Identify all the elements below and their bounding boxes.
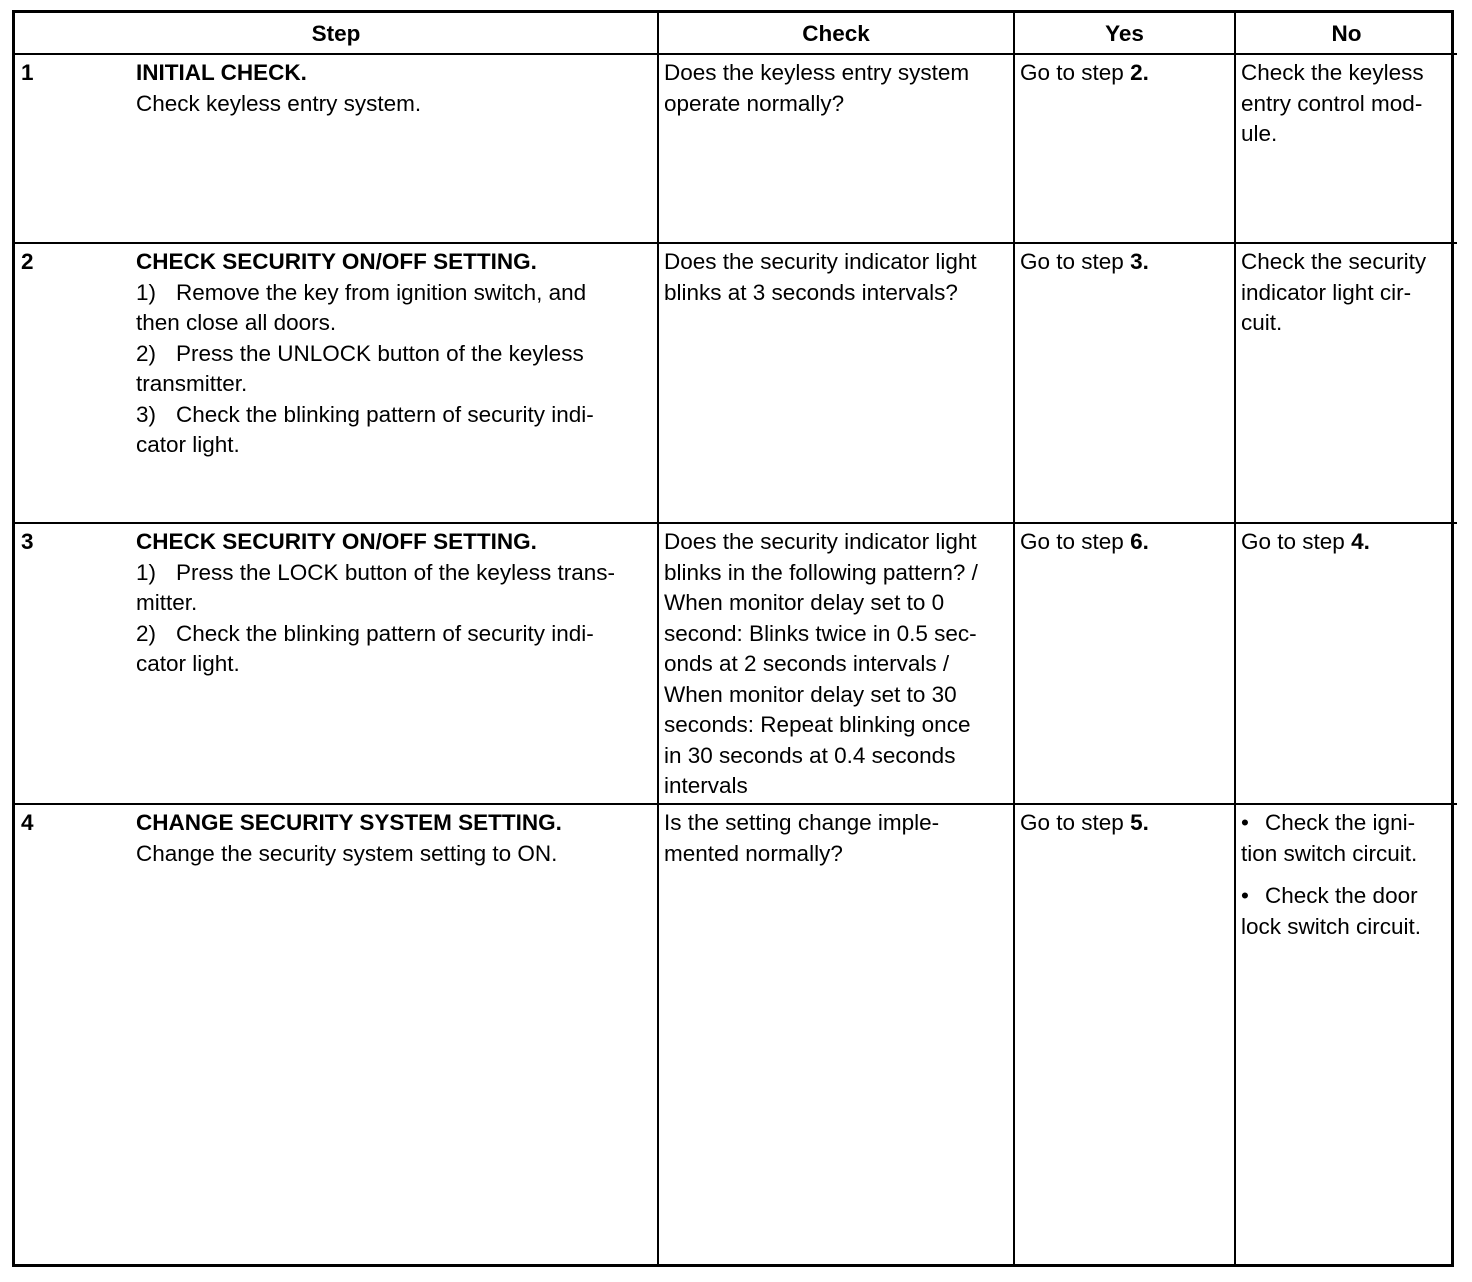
check-text: Does the keyless entry system [664, 60, 970, 85]
substep-text: Press the LOCK button of the keyless trans- [176, 559, 615, 585]
check-text: blinks at 3 seconds intervals? [664, 279, 958, 305]
bullet-item [1241, 881, 1453, 942]
step-cell [15, 243, 658, 523]
check-text: mented normally? [664, 840, 843, 866]
step-cell [15, 523, 658, 804]
diagnostic-table-frame [12, 10, 1454, 1267]
check-text: operate normally? [664, 90, 845, 116]
step-text: Check keyless entry system. [136, 90, 422, 116]
substep-text: Press the UNLOCK button of the keyless [176, 340, 584, 366]
yes-step-number: 3 [1130, 249, 1143, 274]
yes-text: Go to step [1020, 249, 1131, 274]
substep-text: Check the blinking pattern of security indi- [176, 401, 594, 427]
header-step: Step [15, 13, 658, 54]
check-text: intervals [664, 773, 748, 798]
substep-text: then close all doors. [136, 310, 337, 335]
check-text: blinks in the following pattern? / [664, 559, 978, 585]
check-text: Does the security indicator light [664, 529, 977, 554]
step-title: CHECK SECURITY ON/OFF SETTING. [136, 529, 537, 554]
step-body [136, 58, 651, 119]
step-number: 1 [21, 60, 34, 85]
check-cell [658, 804, 1014, 1264]
substep-number: 1) [136, 279, 157, 305]
no-step-number: 4 [1351, 529, 1364, 554]
yes-step-number: 5 [1130, 810, 1143, 835]
diagnostic-table [15, 13, 1457, 1264]
table-row [15, 54, 1457, 243]
check-text: When monitor delay set to 30 [664, 681, 957, 707]
table-row [15, 523, 1457, 804]
check-cell [658, 523, 1014, 804]
no-cell [1235, 804, 1457, 1264]
substep-number: 2) [136, 340, 157, 366]
yes-cell [1014, 804, 1235, 1264]
step-cell [15, 804, 658, 1264]
substep [136, 400, 651, 431]
check-cell [658, 243, 1014, 523]
yes-cell [1014, 54, 1235, 243]
yes-text: Go to step [1020, 60, 1131, 85]
substep [136, 339, 651, 370]
no-text: Go to step [1241, 529, 1352, 554]
step-title: CHECK SECURITY ON/OFF SETTING. [136, 249, 537, 274]
no-text: indicator light cir- [1241, 279, 1412, 305]
yes-cell [1014, 243, 1235, 523]
yes-period: . [1142, 249, 1149, 274]
header-yes: Yes [1014, 13, 1235, 54]
no-cell [1235, 523, 1457, 804]
header-row [15, 13, 1457, 54]
check-text: Does the security indicator light [664, 249, 977, 274]
check-text: Is the setting change imple- [664, 810, 940, 835]
step-number: 3 [21, 529, 34, 554]
header-check: Check [658, 13, 1014, 54]
check-text: When monitor delay set to 0 [664, 590, 945, 615]
yes-text: Go to step [1020, 810, 1131, 835]
step-body [136, 808, 651, 869]
check-text: onds at 2 seconds intervals / [664, 651, 950, 676]
step-text: Change the security system setting to ON. [136, 840, 558, 866]
bullet-item [1241, 808, 1453, 869]
substep-text: cator light. [136, 432, 240, 457]
yes-text: Go to step [1020, 529, 1131, 554]
substep-text: mitter. [136, 590, 198, 615]
step-number: 4 [21, 810, 34, 835]
yes-step-number: 2 [1130, 60, 1143, 85]
check-text: second: Blinks twice in 0.5 sec- [664, 620, 977, 646]
no-text: lock switch circuit. [1241, 913, 1422, 939]
no-text: ule. [1241, 121, 1278, 146]
yes-period: . [1142, 810, 1149, 835]
substep-text: cator light. [136, 651, 240, 676]
bullet-icon: • [1241, 883, 1249, 908]
step-title: INITIAL CHECK. [136, 60, 307, 85]
table-row [15, 804, 1457, 1264]
substep-number: 2) [136, 620, 157, 646]
substep-number: 1) [136, 559, 157, 585]
substep-text: Remove the key from ignition switch, and [176, 279, 587, 305]
no-text: Check the security [1241, 249, 1427, 274]
no-text: Check the door [1265, 883, 1418, 908]
substep-text: transmitter. [136, 371, 248, 396]
substep-number: 3) [136, 401, 157, 427]
check-text: seconds: Repeat blinking once [664, 712, 971, 737]
substep-text: Check the blinking pattern of security indi- [176, 620, 594, 646]
no-period: . [1363, 529, 1370, 554]
step-title: CHANGE SECURITY SYSTEM SETTING. [136, 810, 562, 835]
step-number: 2 [21, 249, 34, 274]
substep [136, 619, 651, 650]
no-text: cuit. [1241, 310, 1283, 335]
yes-period: . [1142, 529, 1149, 554]
no-cell [1235, 54, 1457, 243]
yes-cell [1014, 523, 1235, 804]
step-body [136, 527, 651, 680]
no-text: tion switch circuit. [1241, 840, 1418, 866]
step-body [136, 247, 651, 461]
yes-step-number: 6 [1130, 529, 1143, 554]
substep [136, 278, 651, 309]
substep [136, 558, 651, 589]
no-cell [1235, 243, 1457, 523]
bullet-icon: • [1241, 810, 1249, 835]
no-text: Check the keyless [1241, 60, 1424, 85]
no-text: entry control mod- [1241, 90, 1423, 116]
table-row [15, 243, 1457, 523]
header-no: No [1235, 13, 1457, 54]
check-cell [658, 54, 1014, 243]
check-text: in 30 seconds at 0.4 seconds [664, 742, 956, 768]
step-cell [15, 54, 658, 243]
no-text: Check the igni- [1265, 810, 1416, 835]
yes-period: . [1142, 60, 1149, 85]
